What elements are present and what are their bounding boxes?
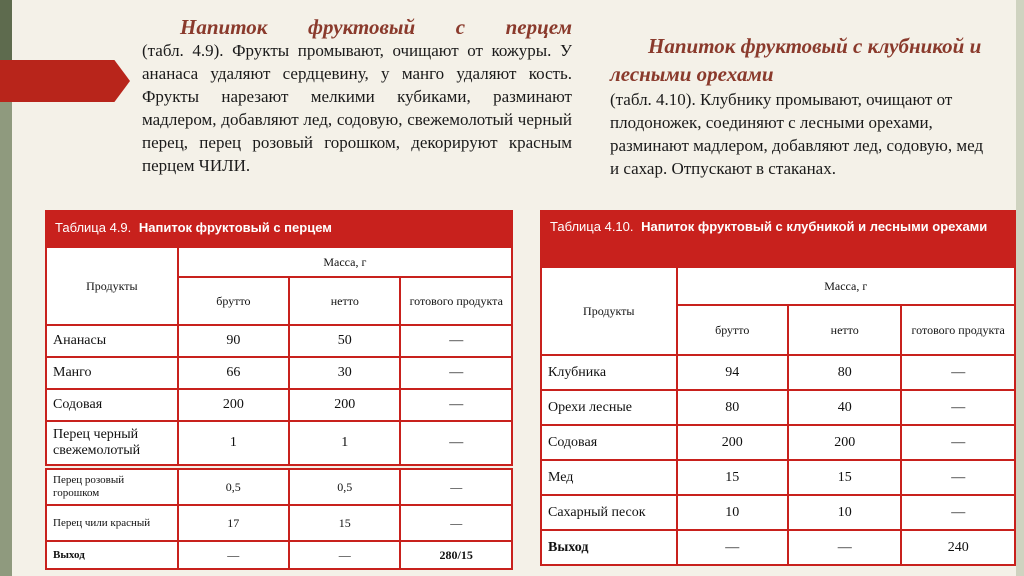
cell-brutto: 10 xyxy=(677,495,788,530)
table-4-10-header xyxy=(540,210,1016,266)
cell-product: Содовая xyxy=(541,425,677,460)
cell-product: Орехи лесные xyxy=(541,390,677,425)
table-4-9-header xyxy=(45,210,513,246)
cell-netto: 1 xyxy=(289,421,400,465)
cell-ready: — xyxy=(400,469,512,505)
cell-brutto: 200 xyxy=(178,389,289,421)
cell-brutto: 0,5 xyxy=(178,469,289,505)
cell-brutto: 90 xyxy=(178,325,289,357)
cell-ready: — xyxy=(901,355,1015,390)
cell-brutto: 17 xyxy=(178,505,289,541)
table-row xyxy=(541,460,1015,495)
col-netto-header: нетто xyxy=(788,305,901,355)
col-brutto-header: брутто xyxy=(677,305,788,355)
cell-ready: — xyxy=(400,421,512,465)
cell-brutto: — xyxy=(178,541,289,569)
cell-product: Выход xyxy=(46,541,178,569)
table-4-9-number: Таблица 4.9. xyxy=(55,220,132,235)
cell-product: Сахарный песок xyxy=(541,495,677,530)
col-mass-header: Масса, г xyxy=(178,247,512,277)
table-row xyxy=(46,421,512,465)
cell-ready: 280/15 xyxy=(400,541,512,569)
right-recipe-body: (табл. 4.10). Клубнику промывают, очищают от плодоножек, соединяют с лесными орехами, разминают мадлером, добавляют лед, содовую, мед и сахар. Отпускают в стаканах. xyxy=(610,90,984,178)
cell-brutto: 200 xyxy=(677,425,788,460)
cell-netto: 10 xyxy=(788,495,901,530)
table-row xyxy=(541,390,1015,425)
cell-brutto: 66 xyxy=(178,357,289,389)
col-netto-header: нетто xyxy=(289,277,400,325)
cell-netto: 40 xyxy=(788,390,901,425)
col-ready-header: готового продукта xyxy=(400,277,512,325)
cell-product: Перец чили красный xyxy=(46,505,178,541)
cell-ready: — xyxy=(901,425,1015,460)
cell-brutto: 94 xyxy=(677,355,788,390)
cell-netto: 80 xyxy=(788,355,901,390)
cell-product: Выход xyxy=(541,530,677,565)
table-4-10 xyxy=(540,210,1016,566)
table-row xyxy=(46,469,512,505)
cell-brutto: 80 xyxy=(677,390,788,425)
cell-netto: 200 xyxy=(289,389,400,421)
cell-product: Клубника xyxy=(541,355,677,390)
table-4-9 xyxy=(45,210,513,466)
col-mass-header: Масса, г xyxy=(677,267,1015,305)
cell-product: Перец розовый горошком xyxy=(46,469,178,505)
left-recipe-title: Напиток фруктовый с перцем xyxy=(180,15,572,39)
table-row xyxy=(541,495,1015,530)
cell-product: Перец черный свежемолотый xyxy=(46,421,178,465)
cell-brutto: — xyxy=(677,530,788,565)
table-4-9-continued xyxy=(45,468,513,570)
table-4-10-title: Напиток фруктовый с клубникой и лесными орехами xyxy=(641,219,988,234)
table-row xyxy=(46,389,512,421)
cell-ready: — xyxy=(901,390,1015,425)
cell-netto: 15 xyxy=(289,505,400,541)
cell-netto: 200 xyxy=(788,425,901,460)
table-row xyxy=(46,325,512,357)
arrow-decor-icon xyxy=(0,60,130,102)
right-decor-bar xyxy=(1016,0,1024,576)
cell-ready: — xyxy=(400,389,512,421)
table-4-9-title: Напиток фруктовый с перцем xyxy=(138,220,332,235)
cell-ready: — xyxy=(400,505,512,541)
cell-ready: — xyxy=(901,495,1015,530)
col-ready-header: готового продукта xyxy=(901,305,1015,355)
left-recipe-body: (табл. 4.9). Фрукты промывают, очищают от кожуры. У ананаса удаляют сердцевину, у манго удаляют кость. Фрукты нарезают мелкими кубиками, разминают мадлером, добавляют лед, содовую, свежемолотый черный перец, перец розовый горошком, декорируют красным перцем ЧИЛИ. xyxy=(142,41,572,175)
table-row xyxy=(46,357,512,389)
cell-netto: — xyxy=(788,530,901,565)
left-decor-bar-top xyxy=(0,0,12,60)
col-products-header: Продукты xyxy=(46,247,178,325)
table-row xyxy=(541,530,1015,565)
table-row xyxy=(46,505,512,541)
cell-brutto: 15 xyxy=(677,460,788,495)
cell-netto: 30 xyxy=(289,357,400,389)
col-products-header: Продукты xyxy=(541,267,677,355)
cell-netto: — xyxy=(289,541,400,569)
cell-ready: — xyxy=(901,460,1015,495)
cell-product: Мед xyxy=(541,460,677,495)
cell-product: Ананасы xyxy=(46,325,178,357)
right-recipe-title: Напиток фруктовый с клубникой и лесными орехами xyxy=(610,34,982,86)
table-row xyxy=(541,355,1015,390)
col-brutto-header: брутто xyxy=(178,277,289,325)
cell-ready: — xyxy=(400,357,512,389)
cell-ready: 240 xyxy=(901,530,1015,565)
cell-product: Манго xyxy=(46,357,178,389)
cell-ready: — xyxy=(400,325,512,357)
table-row xyxy=(46,541,512,569)
left-recipe-text xyxy=(142,16,572,177)
cell-netto: 0,5 xyxy=(289,469,400,505)
right-recipe-text xyxy=(610,32,990,180)
table-4-10-number: Таблица 4.10. xyxy=(550,219,634,234)
cell-netto: 15 xyxy=(788,460,901,495)
table-row xyxy=(541,425,1015,460)
cell-brutto: 1 xyxy=(178,421,289,465)
cell-netto: 50 xyxy=(289,325,400,357)
cell-product: Содовая xyxy=(46,389,178,421)
